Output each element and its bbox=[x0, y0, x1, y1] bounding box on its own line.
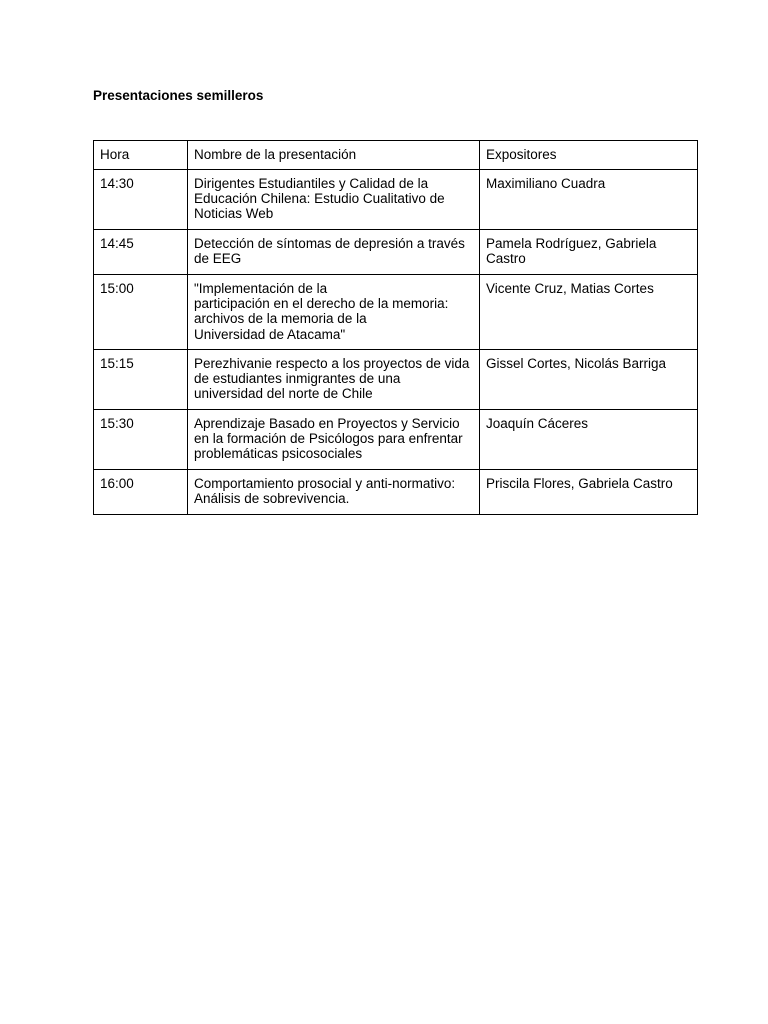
cell-nombre: Perezhivanie respecto a los proyectos de vida de estudiantes inmigrantes de una universidad del norte de Chile bbox=[188, 350, 480, 410]
cell-nombre: Comportamiento prosocial y anti-normativo: Análisis de sobrevivencia. bbox=[188, 470, 480, 515]
cell-hora: 15:00 bbox=[94, 275, 188, 350]
table-row bbox=[94, 350, 698, 410]
cell-expositores: Pamela Rodríguez, Gabriela Castro bbox=[480, 230, 698, 275]
table-row bbox=[94, 275, 698, 350]
table-row bbox=[94, 410, 698, 470]
cell-nombre: Dirigentes Estudiantiles y Calidad de la Educación Chilena: Estudio Cualitativo de Noticias Web bbox=[188, 170, 480, 230]
cell-expositores: Vicente Cruz, Matias Cortes bbox=[480, 275, 698, 350]
cell-hora: 15:30 bbox=[94, 410, 188, 470]
table-row bbox=[94, 230, 698, 275]
cell-hora: 14:30 bbox=[94, 170, 188, 230]
page-title: Presentaciones semilleros bbox=[93, 88, 264, 103]
cell-hora: 14:45 bbox=[94, 230, 188, 275]
presentations-table bbox=[93, 140, 698, 515]
cell-nombre bbox=[188, 275, 480, 350]
table-row bbox=[94, 470, 698, 515]
cell-nombre: Aprendizaje Basado en Proyectos y Servicio en la formación de Psicólogos para enfrentar problemáticas psicosociales bbox=[188, 410, 480, 470]
header-nombre: Nombre de la presentación bbox=[188, 141, 480, 170]
cell-nombre-line: Universidad de Atacama" bbox=[194, 326, 346, 342]
cell-expositores: Priscila Flores, Gabriela Castro bbox=[480, 470, 698, 515]
cell-hora: 16:00 bbox=[94, 470, 188, 515]
header-expositores: Expositores bbox=[480, 141, 698, 170]
cell-nombre-line: archivos de la memoria de la bbox=[194, 311, 367, 327]
table-header-row bbox=[94, 141, 698, 170]
header-hora: Hora bbox=[94, 141, 188, 170]
cell-nombre: Detección de síntomas de depresión a través de EEG bbox=[188, 230, 480, 275]
cell-expositores: Joaquín Cáceres bbox=[480, 410, 698, 470]
cell-hora: 15:15 bbox=[94, 350, 188, 410]
cell-expositores: Maximiliano Cuadra bbox=[480, 170, 698, 230]
cell-nombre-line: "Implementación de la bbox=[194, 281, 328, 296]
table-row bbox=[94, 170, 698, 230]
cell-nombre-line: participación en el derecho de la memoria: bbox=[194, 296, 449, 312]
cell-expositores: Gissel Cortes, Nicolás Barriga bbox=[480, 350, 698, 410]
